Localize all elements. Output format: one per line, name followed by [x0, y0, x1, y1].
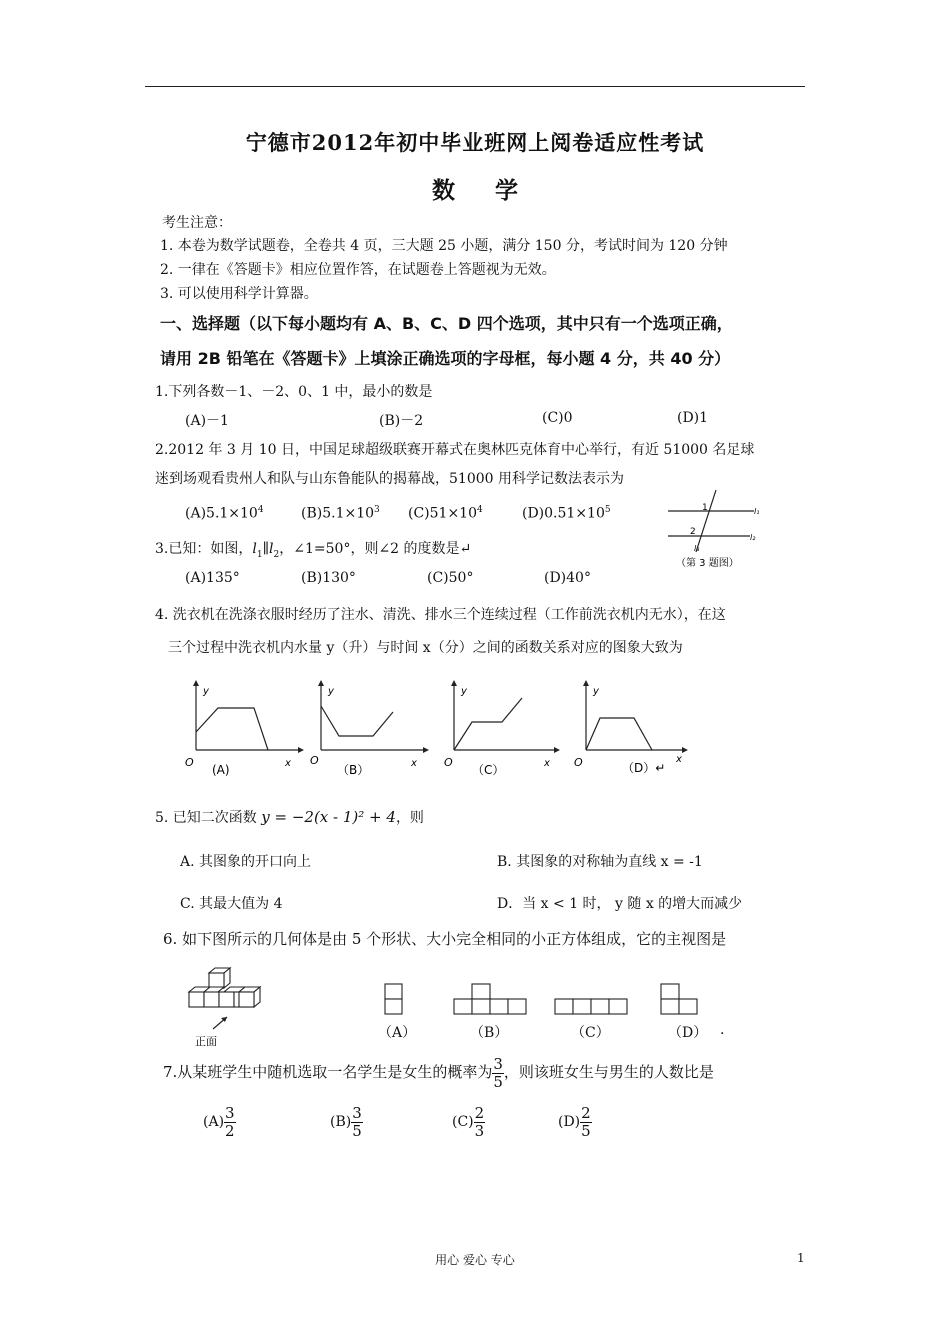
trailing-mark: . [720, 1022, 725, 1038]
svg-text:x: x [411, 758, 417, 769]
question-stem: 6. 如下图所示的几何体是由 5 个形状、大小完全相同的小正方体组成，它的主视图是 [163, 930, 727, 948]
option-label: （D） [668, 1025, 708, 1041]
option: (A) $\frac{3}{2}$ [203, 1103, 235, 1140]
exam-title: 宁德市2012年初中毕业班网上阅卷适应性考试 [245, 130, 705, 155]
svg-text:x: x [285, 758, 291, 769]
svg-text:（B）: （B） [337, 763, 370, 777]
question-stem: 三个过程中洗衣机内水量 y（升）与时间 x（分）之间的函数关系对应的图象大致为 [168, 640, 683, 656]
question-stem: 2.2012 年 3 月 10 日，中国足球超级联赛开幕式在奥林匹克体育中心举行，有近 51000 名足球 [155, 442, 755, 458]
option: $(C)51\times 10^4$ [408, 505, 483, 522]
svg-text:(A): (A) [212, 763, 230, 777]
question-stem: 1.下列各数－1、－2、0、1 中，最小的数是 [155, 384, 433, 400]
option: $(A)5.1\times 10^4$ [185, 505, 264, 522]
option: (C)50° [427, 570, 474, 586]
svg-text:O: O [444, 756, 453, 769]
notice-heading: 考生注意： [162, 215, 232, 231]
question-stem: 4. 洗衣机在洗涤衣服时经历了注水、清洗、排水三个连续过程（工作前洗衣机内无水），在这 [155, 607, 726, 623]
svg-text:y: y [203, 686, 209, 697]
line-l1-label: l₁ [754, 507, 760, 516]
option: C. 其最大值为 4 [180, 896, 283, 912]
subject-title: 数学 [432, 177, 558, 204]
svg-text:x: x [544, 758, 550, 769]
view-option-d [659, 982, 703, 1018]
notice-item: 3. 可以使用科学计算器。 [160, 286, 318, 302]
svg-text:O: O [185, 756, 194, 769]
angle-1-label: 1 [702, 503, 708, 513]
option: (B) $\frac{3}{5}$ [330, 1103, 362, 1140]
option: A. 其图象的开口向上 [180, 854, 312, 870]
svg-text:O: O [310, 754, 319, 767]
option: D．当 x < 1 时， y 随 x 的增大而减少 [497, 896, 743, 912]
header-rule [145, 86, 805, 87]
option: (D)1 [677, 410, 709, 426]
option: (B)130° [301, 570, 356, 586]
option: $(D)0.51\times 10^5$ [522, 505, 611, 522]
angle-2-label: 2 [690, 527, 696, 537]
view-option-a [383, 982, 407, 1018]
page-number: 1 [797, 1251, 805, 1265]
svg-text:（C）: （C） [472, 763, 505, 777]
option: (A)－1 [185, 413, 229, 429]
option: (A)135° [185, 570, 240, 586]
view-option-c [553, 996, 629, 1018]
svg-text:x: x [676, 754, 682, 765]
svg-text:（D）↵: （D）↵ [622, 761, 666, 775]
option: B. 其图象的对称轴为直线 x = -1 [497, 854, 703, 870]
question-stem: 5. 已知二次函数 y = −2(x - 1)² + 4，则 [155, 808, 424, 826]
parallel-lines-figure [662, 488, 766, 574]
section-heading: 一、选择题（以下每小题均有 A、B、C、D 四个选项，其中只有一个选项正确， [160, 314, 733, 333]
option: (D)40° [544, 570, 591, 586]
option-label: （C） [571, 1025, 610, 1041]
option-label: （A） [378, 1025, 417, 1041]
option: (B)－2 [379, 413, 424, 429]
question-stem: 3.已知：如图，$l_1\parallel l_2$，∠1=50°，则∠2 的度数是↵ [155, 541, 472, 560]
option: $(B)5.1\times 10^3$ [301, 505, 380, 522]
option: (D) $\frac{2}{5}$ [558, 1103, 591, 1140]
option: (C) $\frac{2}{3}$ [452, 1103, 485, 1140]
svg-text:y: y [328, 686, 334, 697]
view-option-b [452, 982, 530, 1018]
probability-fraction: $\frac{3}{5}$ [493, 1054, 503, 1091]
footer-motto: 用心 爱心 专心 [435, 1253, 515, 1267]
front-label: 正面 [195, 1035, 217, 1048]
graph-b [305, 678, 433, 782]
notice-item: 1. 本卷为数学试题卷，全卷共 4 页，三大题 25 小题，满分 150 分，考试时间为 120 分钟 [160, 238, 728, 254]
svg-text:O: O [574, 756, 583, 769]
option-label: （B） [470, 1025, 509, 1041]
svg-text:y: y [461, 686, 467, 697]
line-l2-label: l₂ [750, 533, 756, 542]
graph-c [436, 678, 564, 782]
cube-solid-figure [183, 965, 275, 1051]
section-heading: 请用 2B 铅笔在《答题卡》上填涂正确选项的字母框，每小题 4 分，共 40 分） [160, 349, 731, 368]
quadratic-formula: y = −2(x - 1)² + 4 [261, 808, 396, 826]
svg-text:y: y [593, 686, 599, 697]
graph-d [568, 678, 700, 782]
question-stem: 迷到场观看贵州人和队与山东鲁能队的揭幕战，51000 用科学记数法表示为 [155, 471, 624, 487]
graph-a [178, 678, 306, 782]
line-l3-label: l₃ [694, 544, 700, 553]
option: (C)0 [542, 410, 573, 426]
notice-item: 2. 一律在《答题卡》相应位置作答，在试题卷上答题视为无效。 [160, 262, 556, 278]
figure-caption: （第 3 题图） [676, 558, 739, 569]
question-stem: 7.从某班学生中随机选取一名学生是女生的概率为 $\frac{3}{5}$ ，则该班女生与男生的人数比是 [163, 1054, 714, 1091]
